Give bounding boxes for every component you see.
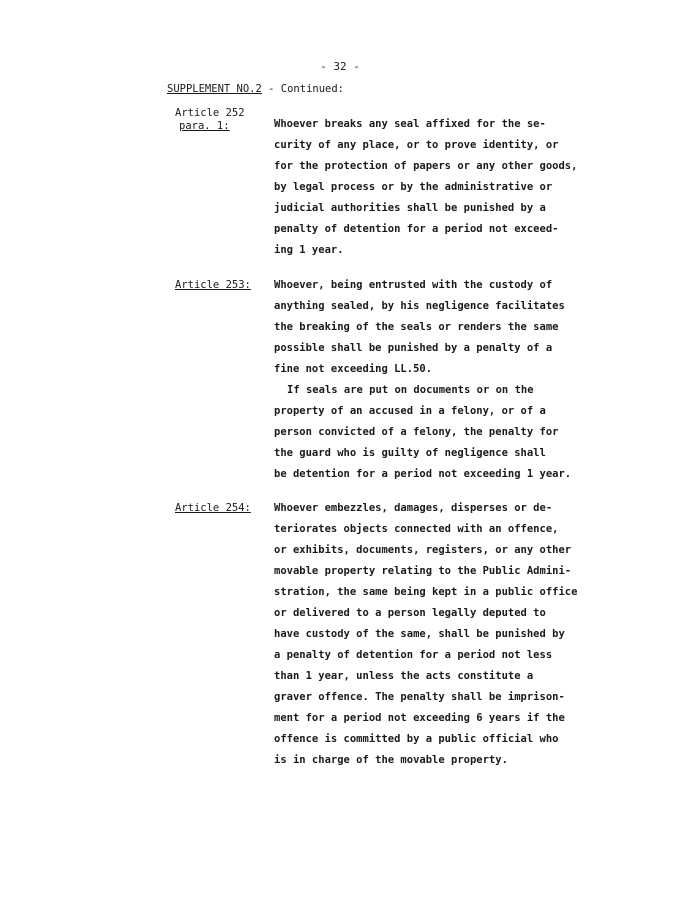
text-line: movable property relating to the Public Admini- (274, 565, 572, 577)
text-line: penalty of detention for a period not exceed- (274, 223, 559, 235)
article-253-label (175, 279, 251, 292)
text-line: than 1 year, unless the acts constitute a (274, 670, 534, 682)
supplement-heading (167, 83, 344, 95)
article-252-label (175, 107, 245, 133)
text-line: is in charge of the movable property. (274, 754, 508, 766)
text-line: Whoever embezzles, damages, disperses or de- (274, 502, 553, 514)
text-line: Whoever, being entrusted with the custody of (274, 279, 553, 291)
text-line: offence is committed by a public official who (274, 733, 559, 745)
text-line: person convicted of a felony, the penalty for (274, 426, 559, 438)
article-252-text (274, 114, 578, 261)
text-line: possible shall be punished by a penalty of a (274, 342, 553, 354)
article-252-para: para. 1: (179, 120, 230, 132)
supplement-suffix: - Continued: (261, 83, 345, 95)
text-line: by legal process or by the administrative or (274, 181, 553, 193)
text-line: or delivered to a person legally deputed to (274, 607, 546, 619)
text-line: ing 1 year. (274, 244, 344, 256)
text-line: the breaking of the seals or renders the same (274, 321, 559, 333)
page-number: - 32 - (320, 60, 360, 73)
text-line: property of an accused in a felony, or of a (274, 405, 546, 417)
text-line: have custody of the same, shall be punished by (274, 628, 565, 640)
article-253-title: Article 253: (175, 279, 251, 291)
text-line: for the protection of papers or any other goods, (274, 160, 578, 172)
text-line: anything sealed, by his negligence facilitates (274, 300, 565, 312)
text-line: stration, the same being kept in a public office (274, 586, 578, 598)
text-line: If seals are put on documents or on the (287, 384, 534, 396)
article-252-title: Article 252 (175, 107, 245, 119)
text-line: or exhibits, documents, registers, or any other (274, 544, 572, 556)
text-line: fine not exceeding LL.50. (274, 363, 433, 375)
supplement-title: SUPPLEMENT NO.2 (167, 83, 262, 95)
text-line: curity of any place, or to prove identity, or (274, 139, 559, 151)
text-line: judicial authorities shall be punished by a (274, 202, 546, 214)
text-line: graver offence. The penalty shall be imprison- (274, 691, 565, 703)
text-line: ment for a period not exceeding 6 years if the (274, 712, 565, 724)
text-line: a penalty of detention for a period not less (274, 649, 553, 661)
text-line: be detention for a period not exceeding 1 year. (274, 468, 572, 480)
text-line: teriorates objects connected with an offence, (274, 523, 559, 535)
article-253-text (274, 275, 572, 485)
text-line: the guard who is guilty of negligence shall (274, 447, 546, 459)
article-254-label (175, 502, 251, 515)
text-line: Whoever breaks any seal affixed for the se- (274, 118, 546, 130)
article-254-text (274, 498, 578, 771)
article-254-title: Article 254: (175, 502, 251, 514)
